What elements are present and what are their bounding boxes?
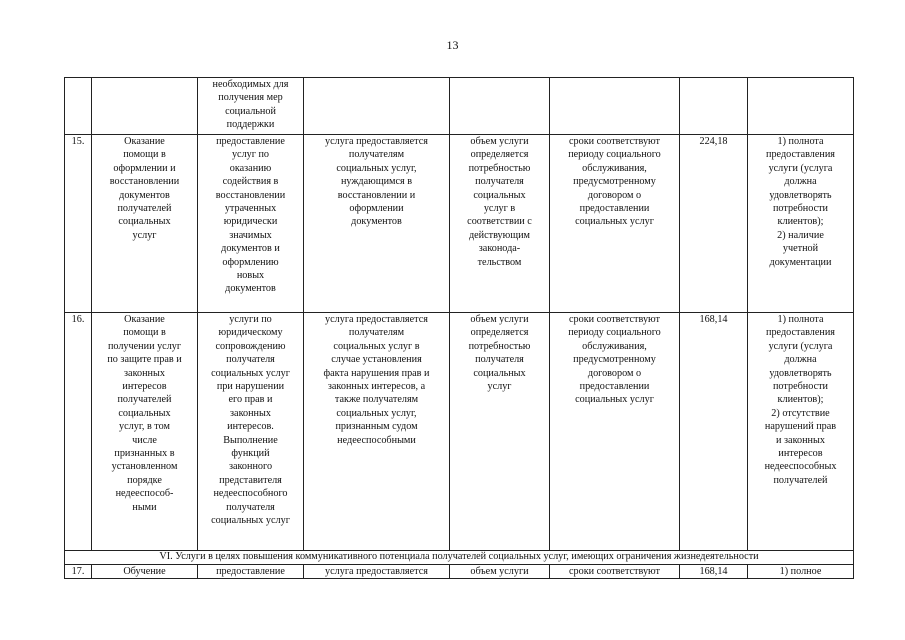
table-body <box>65 78 854 579</box>
cell-line: получения мер <box>218 92 283 104</box>
cell-line: получателям <box>348 327 405 339</box>
service-terms-cell <box>550 313 680 551</box>
cell-line: договором о <box>587 189 642 201</box>
cell-line: предусмотренному <box>573 176 656 188</box>
cell-line: услуг <box>487 381 512 393</box>
cell-line: Выполнение <box>223 434 278 446</box>
service-volume-cell <box>450 313 550 551</box>
cell-line: помощи в <box>123 149 166 161</box>
service-description-cell <box>304 135 450 313</box>
cell-line: необходимых для <box>212 79 289 90</box>
cell-line: законных интересов, а <box>327 381 426 393</box>
cell-line: услуга предоставляется <box>325 136 428 147</box>
cell-line: предоставления <box>766 149 835 161</box>
cell-line: услуги по <box>229 314 272 325</box>
row-number: 17. <box>65 565 92 579</box>
cell-line: недееспособных <box>764 461 837 473</box>
cell-line: 2) отсутствие <box>771 407 830 419</box>
cell-line: функций <box>231 448 270 460</box>
service-content-cell <box>198 313 304 551</box>
cell-line: услуги (услуга <box>768 162 833 174</box>
cell-line: сопровождению <box>215 340 286 352</box>
service-price-cell: 224,18 <box>680 135 748 313</box>
cell-line: услуга предоставляется <box>325 314 428 325</box>
cell-line: получении услуг <box>107 340 182 352</box>
cell-line: социальных <box>473 189 526 201</box>
table-row <box>65 313 854 551</box>
cell-line: 1) полнота <box>777 136 824 147</box>
service-content-cell <box>198 135 304 313</box>
cell-line: содействия в <box>222 176 279 188</box>
cell-line: клиентов); <box>777 216 824 228</box>
cell-line: получателя <box>475 176 524 188</box>
cell-line: получателей <box>117 203 172 215</box>
row-number: 16. <box>65 313 92 551</box>
cell-line: случае установления <box>331 354 422 366</box>
cell-line: нуждающимся в <box>340 176 413 188</box>
cell-line: оформлении <box>349 203 404 215</box>
cell-line: услуг <box>132 229 157 241</box>
cell-line: получателям <box>348 149 405 161</box>
service-quality-cell <box>748 135 854 313</box>
service-volume-cell: объем услуги <box>450 565 550 579</box>
cell-line: утраченных <box>224 203 277 215</box>
cell-line: поддержки <box>226 119 275 131</box>
table-row <box>65 565 854 579</box>
service-description-cell <box>304 313 450 551</box>
cell-line: законных <box>124 367 165 379</box>
cell-line: документов <box>119 189 170 201</box>
service-content-cell <box>198 78 304 135</box>
cell-line: определяется <box>470 149 529 161</box>
cell-line: социальных <box>118 216 171 228</box>
cell-line: учетной <box>782 243 819 255</box>
cell-line: потребности <box>772 381 828 393</box>
cell-line: Оказание <box>124 136 165 147</box>
cell-line: оказанию <box>229 162 272 174</box>
cell-line: законных <box>230 407 271 419</box>
services-table <box>64 77 854 579</box>
service-name-cell <box>92 78 198 135</box>
cell-line: получателя <box>475 354 524 366</box>
cell-line: предоставлении <box>579 381 650 393</box>
cell-line: ными <box>132 501 157 513</box>
cell-line: восстановлении <box>215 189 286 201</box>
service-description-cell: услуга предоставляется <box>304 565 450 579</box>
cell-line: социальных услуг <box>211 367 290 379</box>
cell-line: периоду социального <box>568 149 661 161</box>
cell-line: должна <box>784 176 817 188</box>
cell-line: юридически <box>223 216 278 228</box>
cell-line: социальных услуг <box>211 515 290 527</box>
service-name-cell: Обучение <box>92 565 198 579</box>
cell-line: признанным судом <box>335 421 418 433</box>
cell-line: услуги (услуга <box>768 340 833 352</box>
cell-line: должна <box>784 354 817 366</box>
cell-line: недееспособными <box>337 434 416 446</box>
cell-line: удовлетворять <box>769 189 832 201</box>
cell-line: социальных услуг <box>575 394 654 406</box>
cell-line: услуг по <box>231 149 270 161</box>
service-terms-cell <box>550 78 680 135</box>
cell-line: соответствии с <box>467 216 532 228</box>
service-price-cell: 168,14 <box>680 565 748 579</box>
cell-line: предоставлении <box>579 203 650 215</box>
service-price-cell: 168,14 <box>680 313 748 551</box>
service-quality-cell: 1) полное <box>748 565 854 579</box>
cell-line: сроки соответствуют <box>569 136 660 147</box>
cell-line: числе <box>132 434 157 446</box>
service-name-cell <box>92 313 198 551</box>
cell-line: сроки соответствуют <box>569 314 660 325</box>
cell-line: нарушений прав <box>764 421 837 433</box>
cell-line: договором о <box>587 367 642 379</box>
cell-line: услуг, в том <box>119 421 170 433</box>
service-terms-cell <box>550 135 680 313</box>
cell-line: обслуживания, <box>582 162 647 174</box>
cell-line: объем услуги <box>470 314 529 325</box>
cell-line: потребностью <box>468 162 531 174</box>
cell-line: интересов <box>778 448 823 460</box>
table-row <box>65 78 854 135</box>
cell-line: определяется <box>470 327 529 339</box>
cell-line: предоставления <box>766 327 835 339</box>
cell-line: получателей <box>117 394 172 406</box>
cell-line: социальной <box>225 105 276 117</box>
cell-line: восстановлении <box>109 176 180 188</box>
service-terms-cell: сроки соответствуют <box>550 565 680 579</box>
service-price-cell <box>680 78 748 135</box>
cell-line: предусмотренному <box>573 354 656 366</box>
table-row <box>65 135 854 313</box>
cell-line: тельством <box>477 256 522 268</box>
cell-line: при нарушении <box>216 381 285 393</box>
service-quality-cell <box>748 78 854 135</box>
cell-line: удовлетворять <box>769 367 832 379</box>
page-number: 13 <box>446 38 459 52</box>
service-name-cell <box>92 135 198 313</box>
cell-line: обслуживания, <box>582 340 647 352</box>
section-title: VI. Услуги в целях повышения коммуникативного потенциала получателей социальных услуг, имеющих ограничения жизнедеятельности <box>65 551 854 565</box>
cell-line: получателей <box>773 474 828 486</box>
cell-line: также получателям <box>334 394 419 406</box>
cell-line: социальных услуг в <box>333 340 420 352</box>
cell-line: помощи в <box>123 327 166 339</box>
cell-line: социальных <box>473 367 526 379</box>
cell-line: установленном <box>111 461 178 473</box>
cell-line: получателя <box>226 354 275 366</box>
cell-line: его прав и <box>228 394 273 406</box>
cell-line: документов <box>225 283 276 295</box>
cell-line: клиентов); <box>777 394 824 406</box>
cell-line: и законных <box>776 434 825 446</box>
cell-line: действующим <box>468 229 531 241</box>
cell-line: потребности <box>772 203 828 215</box>
cell-line: законного <box>228 461 273 473</box>
cell-line: недееспособ- <box>115 488 174 500</box>
cell-line: представителя <box>219 474 282 486</box>
cell-line: 1) полнота <box>777 314 824 325</box>
cell-line: порядке <box>127 474 162 486</box>
cell-line: 2) наличие <box>777 229 824 241</box>
cell-line: услуг в <box>483 203 516 215</box>
cell-line: законода- <box>478 243 521 255</box>
cell-line: социальных <box>118 407 171 419</box>
cell-line: объем услуги <box>470 136 529 147</box>
cell-line: документов и <box>221 243 280 255</box>
row-number <box>65 78 92 135</box>
service-volume-cell <box>450 78 550 135</box>
cell-line: недееспособного <box>213 488 288 500</box>
section-row <box>65 551 854 565</box>
service-description-cell <box>304 78 450 135</box>
service-content-cell: предоставление <box>198 565 304 579</box>
cell-line: социальных услуг, <box>336 162 417 174</box>
cell-line: значимых <box>229 229 272 241</box>
cell-line: получателя <box>226 501 275 513</box>
cell-line: юридическому <box>218 327 283 339</box>
cell-line: документов <box>351 216 402 228</box>
service-quality-cell <box>748 313 854 551</box>
cell-line: факта нарушения прав и <box>323 367 430 379</box>
service-volume-cell <box>450 135 550 313</box>
cell-line: Оказание <box>124 314 165 325</box>
cell-line: интересов <box>122 381 167 393</box>
row-number: 15. <box>65 135 92 313</box>
cell-line: новых <box>236 270 265 282</box>
cell-line: по защите прав и <box>107 354 182 366</box>
cell-line: восстановлении и <box>337 189 416 201</box>
cell-line: документации <box>769 256 832 268</box>
cell-line: признанных в <box>114 448 175 460</box>
cell-line: оформлении и <box>113 162 176 174</box>
cell-line: социальных услуг, <box>336 407 417 419</box>
cell-line: предоставление <box>216 136 285 147</box>
cell-line: социальных услуг <box>575 216 654 228</box>
cell-line: оформлению <box>222 256 279 268</box>
cell-line: периоду социального <box>568 327 661 339</box>
cell-line: интересов. <box>227 421 274 433</box>
cell-line: потребностью <box>468 340 531 352</box>
